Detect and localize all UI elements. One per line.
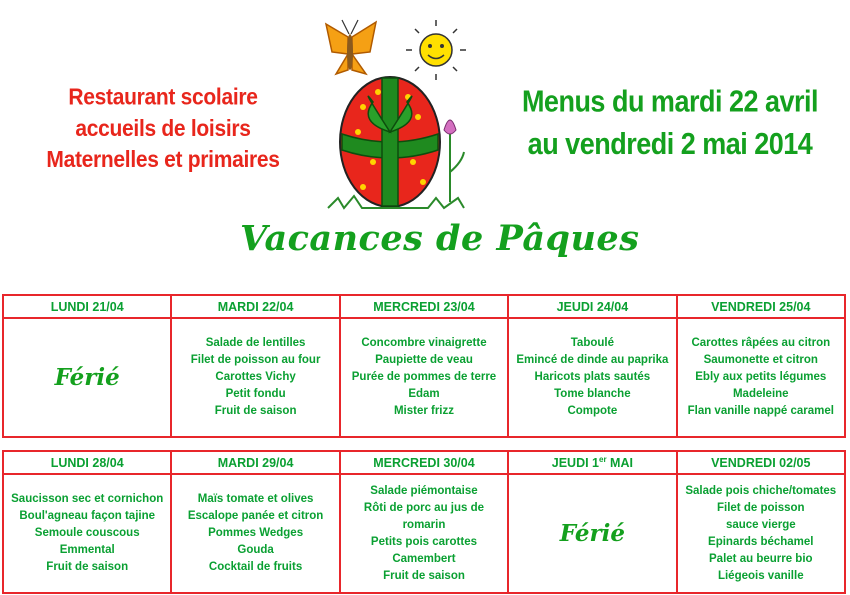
menu-item: Emmental <box>59 544 115 556</box>
menu-item: Palet au beurre bio <box>709 552 813 565</box>
menu-item: Cocktail de fruits <box>208 561 303 573</box>
menu-item: Concombre vinaigrette <box>361 337 487 349</box>
title-left-line: accueils de loisirs <box>75 115 251 142</box>
menu-item: Tome blanche <box>554 388 631 400</box>
day-header-prefix: JEUDI 1 <box>551 455 600 470</box>
menu-cell <box>508 318 676 437</box>
menu-cell <box>171 318 339 437</box>
menu-item: sauce vierge <box>725 518 796 531</box>
menu-item: Salade pois chiche/tomates <box>685 484 837 497</box>
day-header: MARDI 22/04 <box>171 295 339 318</box>
menu-item: Rôti de porc au jus de romarin <box>363 501 485 531</box>
easter-egg-illustration <box>318 12 468 212</box>
menu-item: Petit fondu <box>225 388 286 400</box>
egg-icon <box>340 77 440 207</box>
week2-menu-table <box>2 450 846 594</box>
school-restaurant-title <box>8 82 318 176</box>
menu-item: Carottes râpées au citron <box>691 337 831 349</box>
menu-row <box>3 318 845 437</box>
title-right-line: au vendredi 2 mai 2014 <box>527 127 813 161</box>
menu-item: Saucisson sec et cornichon <box>11 493 164 505</box>
menu-cell <box>677 318 845 437</box>
menu-item: Fruit de saison <box>383 569 465 582</box>
butterfly-icon <box>326 20 376 74</box>
menu-item: Salade piémontaise <box>370 484 478 497</box>
menu-cell <box>340 474 508 593</box>
menu-item: Flan vanille nappé caramel <box>687 405 834 417</box>
day-header: MERCREDI 23/04 <box>340 295 508 318</box>
title-left-line: Maternelles et primaires <box>46 146 280 173</box>
menu-item: Fruit de saison <box>46 561 129 573</box>
menu-item: Pommes Wedges <box>208 527 304 539</box>
header-row <box>3 295 845 318</box>
day-header <box>508 451 676 474</box>
menu-item: Mister frizz <box>393 405 455 417</box>
menu-item: Filet de poisson <box>717 501 805 514</box>
menu-item: Salade de lentilles <box>205 337 306 349</box>
menu-item: Escalope panée et citron <box>187 510 324 522</box>
day-header: MERCREDI 30/04 <box>340 451 508 474</box>
menu-item: Epinards béchamel <box>708 535 814 548</box>
header-row <box>3 451 845 474</box>
menu-cell <box>508 474 676 593</box>
menu-item: Haricots plats sautés <box>534 371 651 383</box>
menu-cell <box>3 318 171 437</box>
menu-item: Semoule couscous <box>34 527 140 539</box>
day-header-suffix: MAI <box>606 455 633 470</box>
menu-item: Emincé de dinde au paprika <box>516 354 669 366</box>
day-header: VENDREDI 25/04 <box>677 295 845 318</box>
holiday-label: Férié <box>54 364 120 391</box>
day-header: JEUDI 24/04 <box>508 295 676 318</box>
menu-cell <box>340 318 508 437</box>
day-header: MARDI 29/04 <box>171 451 339 474</box>
menu-item: Madeleine <box>732 388 789 400</box>
menu-item: Saumonette et citron <box>703 354 818 366</box>
day-header: LUNDI 21/04 <box>3 295 171 318</box>
holiday-label: Férié <box>559 520 625 547</box>
sun-icon <box>406 20 466 80</box>
menu-item: Liégeois vanille <box>717 569 804 582</box>
menu-item: Gouda <box>237 544 274 556</box>
menu-cell <box>3 474 171 593</box>
menu-item: Compote <box>567 405 618 417</box>
menu-item: Carottes Vichy <box>215 371 296 383</box>
menu-item: Maïs tomate et olives <box>197 493 314 505</box>
holiday-subtitle: Vacances de Pâques <box>240 218 640 259</box>
menu-item: Boul'agneau façon tajine <box>19 510 156 522</box>
day-header: VENDREDI 02/05 <box>677 451 845 474</box>
title-left-line: Restaurant scolaire <box>68 84 258 110</box>
menu-item: Ebly aux petits légumes <box>695 371 827 383</box>
menu-item: Edam <box>408 388 440 400</box>
menu-item: Paupiette de veau <box>375 354 473 366</box>
title-right-line: Menus du mardi 22 avril <box>521 84 819 119</box>
flower-icon <box>444 120 464 202</box>
day-header: LUNDI 28/04 <box>3 451 171 474</box>
day-header-sup: er <box>599 454 607 464</box>
menu-cell <box>171 474 339 593</box>
menu-item: Purée de pommes de terre <box>351 371 497 383</box>
menu-row <box>3 474 845 593</box>
menu-item: Camembert <box>392 552 456 565</box>
menu-dates-title <box>480 80 850 165</box>
menu-item: Petits pois carottes <box>370 535 478 548</box>
menu-item: Fruit de saison <box>214 405 297 417</box>
week1-menu-table <box>2 294 846 438</box>
menu-item: Taboulé <box>570 337 614 349</box>
menu-cell <box>677 474 845 593</box>
menu-item: Filet de poisson au four <box>190 354 321 366</box>
